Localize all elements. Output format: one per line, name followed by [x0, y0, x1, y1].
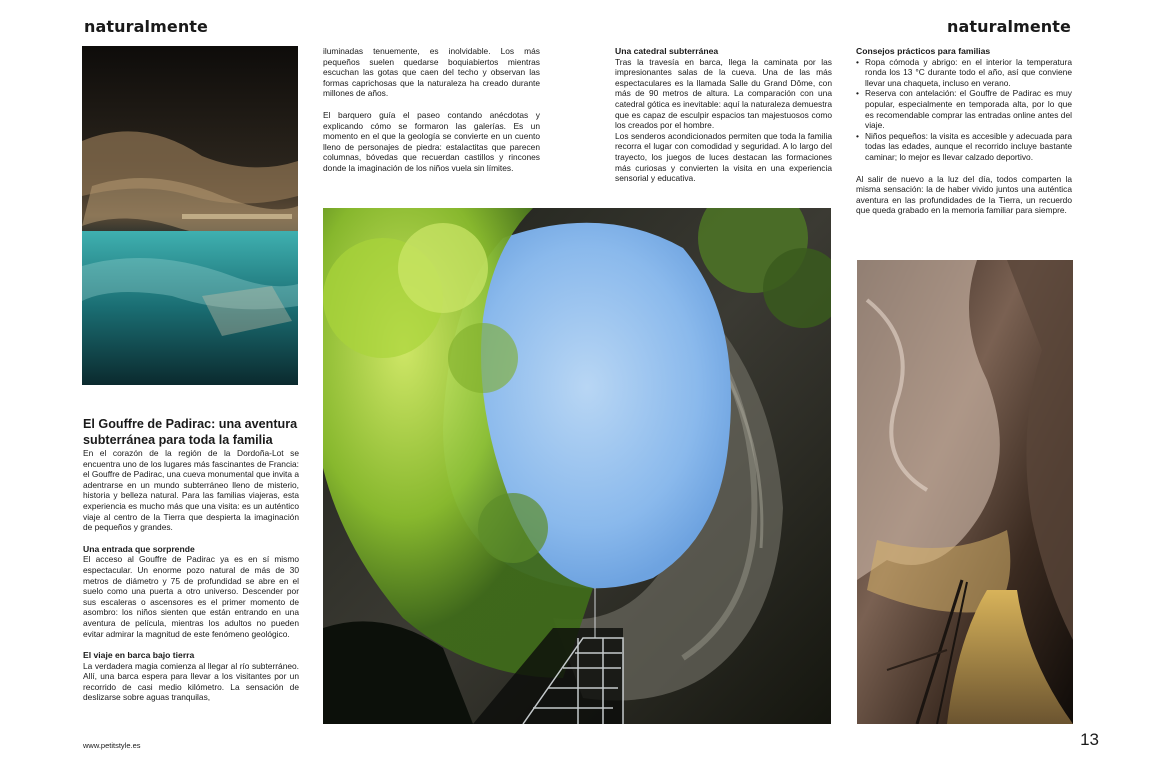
magazine-section-name: naturalmente	[84, 17, 209, 36]
section-text-entrance: El acceso al Gouffre de Padirac ya es en sí mismo espectacular. Un enorme pozo natural de más de 30 metros de diámetro y 75 de profundidad se abre en el suelo como una puerta a otro universo. Descender por sus escaleras o ascensores es el primer momento de asombro: los niños sienten que están entrando en una aventura de película, mientras los adultos no pueden evitar admirar la magnitud de este fenómeno geológico.	[83, 554, 299, 639]
tip-text: Niños pequeños: la visita es accesible y adecuada para todas las edades, aunque el recorrido incluye bastante caminar; lo mejor es llevar calzado deportivo.	[865, 130, 1072, 162]
tip-text: Reserva con antelación: el Gouffre de Padirac es muy popular, especialmente en temporada alta, por lo que es recomendable comprar las entradas online antes del viaje.	[865, 88, 1072, 131]
boat-paragraph-continued: iluminadas tenuemente, es inolvidable. Los más pequeños suelen quedarse boquiabiertos mientras escuchan las gotas que caen del techo y observan las formas caprichosas que la naturaleza ha creado durante millones de años.	[323, 46, 540, 99]
bullet-icon: •	[856, 88, 859, 99]
section-heading-entrance: Una entrada que sorprende	[83, 543, 195, 554]
tip-text: Ropa cómoda y abrigo: en el interior la temperatura ronda los 13 °C durante todo el año, así que conviene llevar una chaqueta, incluso en verano.	[865, 56, 1072, 88]
article-column-4	[856, 46, 1072, 216]
article-title: El Gouffre de Padirac: una aventura subterránea para toda la familia	[83, 417, 298, 447]
bullet-icon: •	[856, 130, 859, 141]
bullet-icon: •	[856, 56, 859, 67]
cathedral-paragraph-1: Tras la travesía en barca, llega la caminata por las impresionantes salas de la cueva. Una de las más espectaculares es la llamada Salle du Grand Dôme, con más de 90 metros de altura. La comparación con una catedral gótica es inevitable: aquí la naturaleza demuestra que es capaz de esculpir espacios tan majestuosos como los creados por el hombre.	[615, 56, 832, 131]
cave-lake-photo	[82, 46, 298, 385]
cave-passage-photo	[857, 260, 1073, 724]
article-column-1	[83, 417, 299, 703]
closing-paragraph: Al salir de nuevo a la luz del día, todos comparten la misma sensación: la de haber vivido juntos una auténtica aventura en las profundidades de la Tierra, un recuerdo que queda grabado en la memoria familiar para siempre.	[856, 173, 1072, 216]
section-text-boat: La verdadera magia comienza al llegar al río subterráneo. Allí, una barca espera para llevar a los visitantes por un recorrido de casi medio kilómetro. La sensación de deslizarse sobre aguas tranquilas,	[83, 660, 299, 703]
sinkhole-photo	[323, 208, 831, 724]
boatman-paragraph: El barquero guía el paseo contando anécdotas y explicando cómo se formaron las galerías. Es un momento en el que la geología se convierte en un cuento lleno de personajes de piedra: estalactitas que parecen columnas, bóvedas que recuerdan castillos y rincones donde la imaginación de los niños vuela sin límites.	[323, 109, 540, 173]
tip-item	[856, 88, 1072, 130]
section-heading-boat: El viaje en barca bajo tierra	[83, 650, 195, 661]
tip-item	[856, 131, 1072, 163]
page-number: 13	[1080, 730, 1099, 749]
article-column-2	[323, 46, 540, 174]
magazine-section-name-right: naturalmente	[946, 17, 1071, 36]
tip-item	[856, 57, 1072, 89]
article-column-3	[615, 46, 832, 184]
article-intro: En el corazón de la región de la Dordoña-Lot se encuentra uno de los lugares más fascinantes de Francia: el Gouffre de Padirac, una cueva monumental que invita a adentrarse en un mundo subterráneo lleno de misterio, historia y belleza natural. Para las familias viajeras, esta experiencia es mucho más que una visita: es un auténtico viaje al centro de la Tierra que despierta la imaginación de pequeños y grandes.	[83, 448, 299, 533]
section-heading-cathedral: Una catedral subterránea	[615, 46, 719, 56]
cathedral-paragraph-2: Los senderos acondicionados permiten que toda la familia recorra el lugar con comodidad y seguridad. A lo largo del trayecto, los juegos de luces destacan las formaciones más curiosas y convierten la visita en una experiencia sensorial y educativa.	[615, 130, 832, 184]
tips-heading: Consejos prácticos para familias	[856, 46, 991, 56]
website-url: www.petitstyle.es	[83, 741, 141, 750]
